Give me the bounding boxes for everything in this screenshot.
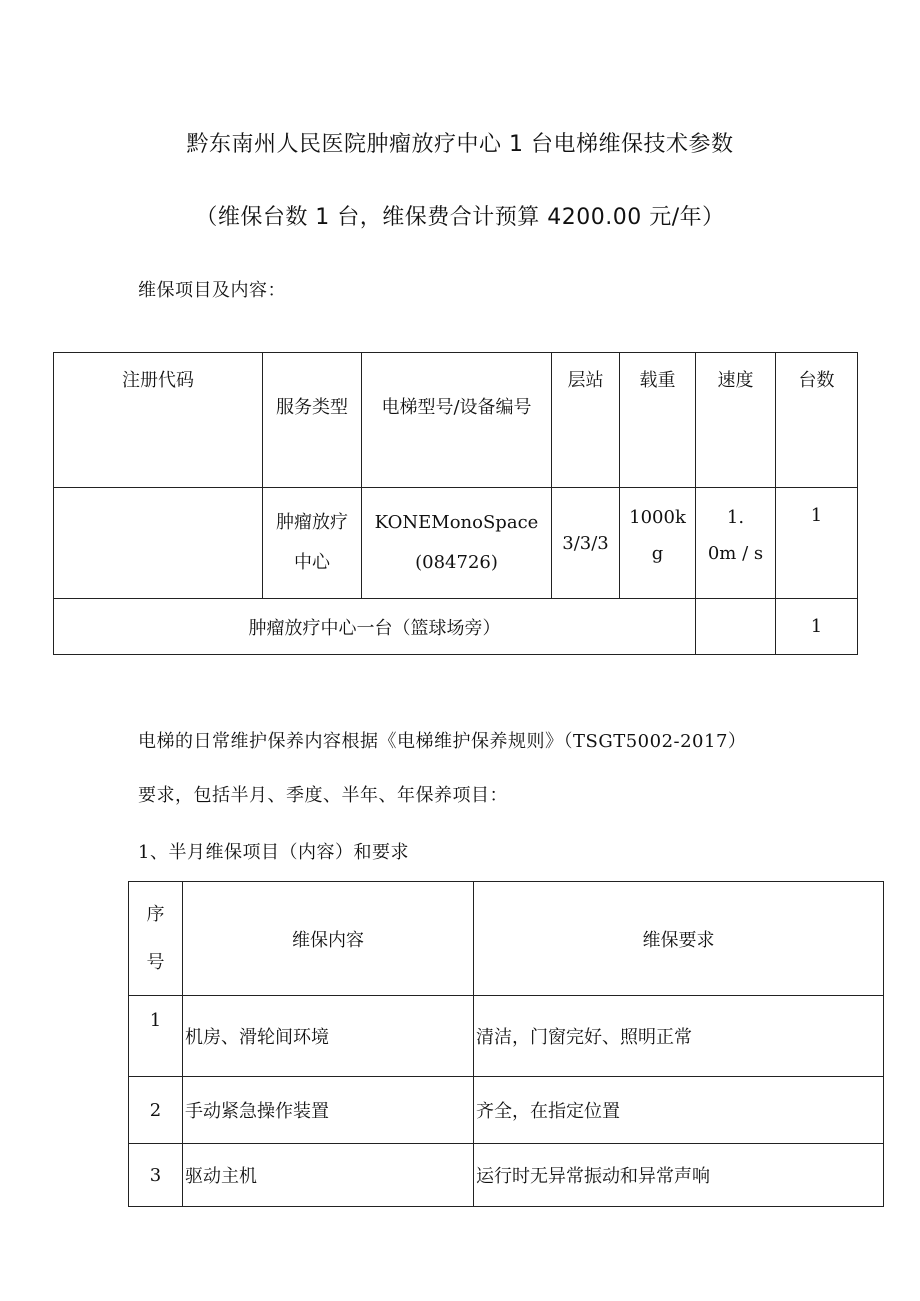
summary-speed bbox=[696, 599, 776, 655]
table-row bbox=[54, 488, 858, 599]
table-row bbox=[129, 1077, 884, 1144]
cell-load bbox=[620, 488, 696, 599]
row-content: 驱动主机 bbox=[183, 1144, 474, 1207]
table-header-row bbox=[54, 353, 858, 488]
header-requirement: 维保要求 bbox=[474, 882, 884, 996]
table-row bbox=[129, 1144, 884, 1207]
cell-floors: 3/3/3 bbox=[552, 488, 620, 599]
header-seq-line2: 号 bbox=[146, 951, 165, 973]
cell-reg-code bbox=[54, 488, 263, 599]
table-summary-row bbox=[54, 599, 858, 655]
row-seq: 1 bbox=[129, 996, 183, 1077]
section-label: 维保项目及内容： bbox=[138, 280, 286, 301]
cell-service-type bbox=[263, 488, 362, 599]
table-row bbox=[129, 996, 884, 1077]
document-title: 黔东南州人民医院肿瘤放疗中心 1 台电梯维保技术参数 bbox=[186, 132, 734, 157]
body-paragraph-line1: 电梯的日常维护保养内容根据《电梯维护保养规则》（TSGT5002-2017） bbox=[138, 731, 747, 752]
row-seq: 3 bbox=[129, 1144, 183, 1207]
summary-label: 肿瘤放疗中心一台（篮球场旁） bbox=[54, 599, 696, 655]
row-requirement: 运行时无异常振动和异常声响 bbox=[474, 1144, 884, 1207]
table-header-row bbox=[129, 882, 884, 996]
cell-service-type-line1: 肿瘤放疗 bbox=[276, 512, 348, 533]
cell-speed-line2: 0m / s bbox=[707, 543, 764, 564]
document-subtitle: （维保台数 1 台，维保费合计预算 4200.00 元/年） bbox=[195, 205, 725, 230]
body-paragraph-line2: 要求，包括半月、季度、半年、年保养项目： bbox=[138, 785, 508, 806]
header-count: 台数 bbox=[776, 353, 858, 488]
header-content: 维保内容 bbox=[183, 882, 474, 996]
cell-count: 1 bbox=[776, 488, 858, 599]
summary-count: 1 bbox=[776, 599, 858, 655]
header-service-type: 服务类型 bbox=[263, 353, 362, 488]
row-content: 手动紧急操作装置 bbox=[183, 1077, 474, 1144]
section-heading-half-month: 1、半月维保项目（内容）和要求 bbox=[138, 842, 409, 863]
cell-speed bbox=[696, 488, 776, 599]
cell-model-line1: KONEMonoSpace bbox=[374, 512, 539, 533]
cell-service-type-line2: 中心 bbox=[294, 552, 330, 573]
cell-model bbox=[362, 488, 552, 599]
row-seq: 2 bbox=[129, 1077, 183, 1144]
cell-speed-line1: 1. bbox=[726, 507, 745, 528]
header-speed: 速度 bbox=[696, 353, 776, 488]
cell-load-line2: g bbox=[651, 543, 664, 564]
elevator-params-table bbox=[53, 352, 858, 655]
row-content: 机房、滑轮间环境 bbox=[183, 996, 474, 1077]
header-seq bbox=[129, 882, 183, 996]
header-model: 电梯型号/设备编号 bbox=[362, 353, 552, 488]
header-floors: 层站 bbox=[552, 353, 620, 488]
cell-model-line2: (084726) bbox=[415, 552, 498, 573]
header-seq-line1: 序 bbox=[146, 903, 165, 925]
header-load: 载重 bbox=[620, 353, 696, 488]
row-requirement: 齐全，在指定位置 bbox=[474, 1077, 884, 1144]
cell-load-line1: 1000k bbox=[629, 507, 686, 528]
header-reg-code: 注册代码 bbox=[54, 353, 263, 488]
maintenance-items-table bbox=[128, 881, 884, 1207]
row-requirement: 清洁，门窗完好、照明正常 bbox=[474, 996, 884, 1077]
